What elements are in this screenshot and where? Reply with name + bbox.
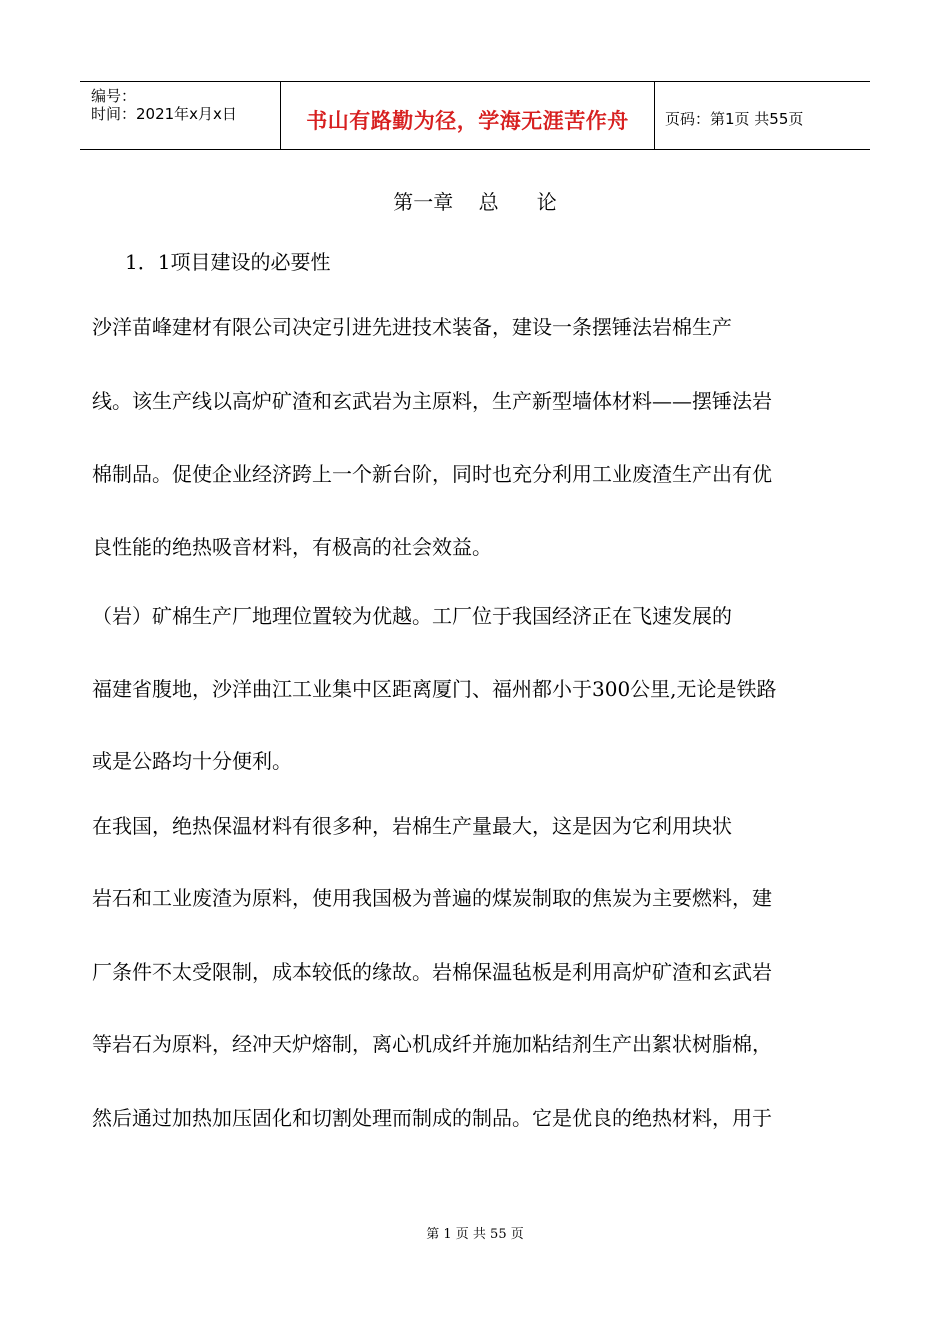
body-line: 棉制品。促使企业经济跨上一个新台阶，同时也充分利用工业废渣生产出有优	[92, 462, 772, 486]
header-motto: 书山有路勤为径，学海无涯苦作舟	[306, 109, 629, 133]
page-code-label: 页码：第1页 共55页	[665, 110, 804, 128]
body-line: 或是公路均十分便利。	[92, 749, 292, 773]
body-line: 福建省腹地，沙洋曲江工业集中区距离厦门、福州都小于300公里,无论是铁路	[92, 677, 777, 701]
header-motto-cell	[281, 82, 655, 149]
header-page-cell	[655, 82, 870, 149]
page-footer: 第 1 页 共 55 页	[426, 1227, 524, 1242]
serial-number-label: 编号：	[91, 87, 137, 105]
body-line: 厂条件不太受限制，成本较低的缘故。岩棉保温毡板是利用高炉矿渣和玄武岩	[92, 960, 772, 984]
body-line: 线。该生产线以高炉矿渣和玄武岩为主原料，生产新型墙体材料——摆锤法岩	[92, 389, 772, 413]
body-line: 然后通过加热加压固化和切割处理而制成的制品。它是优良的绝热材料，用于	[92, 1106, 772, 1130]
body-line: 在我国，绝热保温材料有很多种，岩棉生产量最大，这是因为它利用块状	[92, 814, 732, 838]
time-label: 时间：2021年x月x日	[91, 105, 237, 123]
body-line: （岩）矿棉生产厂地理位置较为优越。工厂位于我国经济正在飞速发展的	[92, 604, 732, 628]
body-line: 岩石和工业废渣为原料，使用我国极为普遍的煤炭制取的焦炭为主要燃料，建	[92, 886, 772, 910]
body-line: 沙洋苗峰建材有限公司决定引进先进技术装备，建设一条摆锤法岩棉生产	[92, 315, 732, 339]
document-header	[80, 81, 870, 150]
header-info-cell	[80, 82, 281, 149]
section-title: 1．1项目建设的必要性	[125, 250, 331, 274]
chapter-title: 第一章 总 论	[393, 190, 557, 214]
body-line: 良性能的绝热吸音材料，有极高的社会效益。	[92, 535, 492, 559]
body-line: 等岩石为原料，经冲天炉熔制，离心机成纤并施加粘结剂生产出絮状树脂棉，	[92, 1032, 772, 1056]
